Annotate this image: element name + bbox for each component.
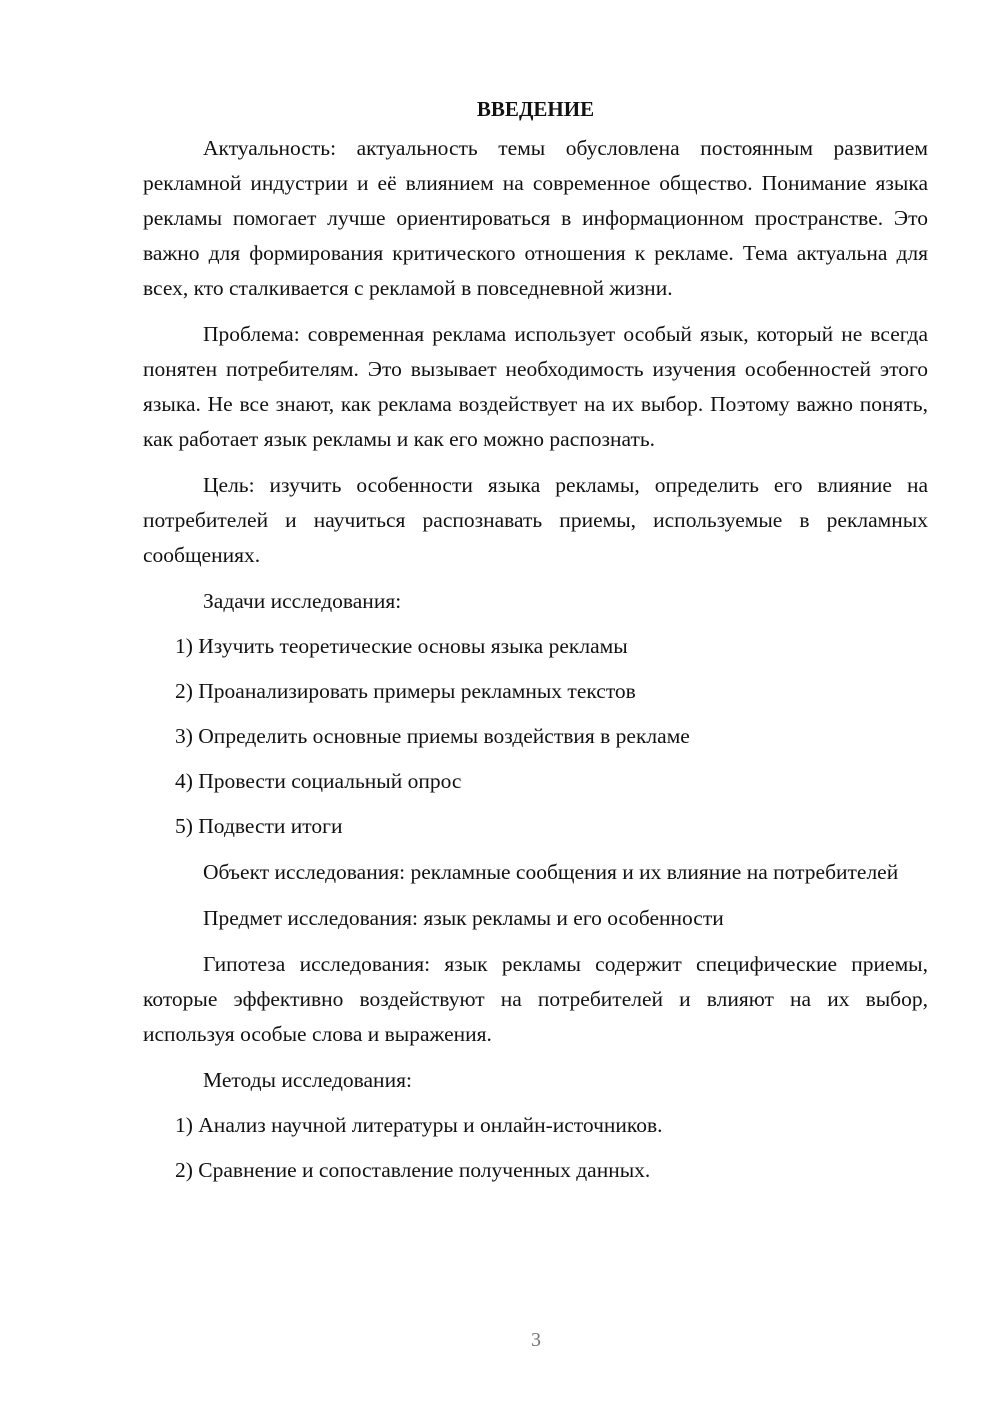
methods-heading: Методы исследования: bbox=[203, 1068, 412, 1092]
document-page bbox=[143, 92, 928, 1188]
list-item: 2) Проанализировать примеры рекламных текстов bbox=[175, 679, 636, 703]
goal-paragraph: Цель: изучить особенности языка рекламы, определить его влияние на потребителей и научиться распознавать приемы, используемые в рекламных сообщениях. bbox=[143, 473, 928, 567]
list-item: 1) Изучить теоретические основы языка рекламы bbox=[175, 634, 628, 658]
hypothesis-paragraph: Гипотеза исследования: язык рекламы содержит специфические приемы, которые эффективно воздействуют на потребителей и влияют на их выбор, используя особые слова и выражения. bbox=[143, 952, 928, 1046]
list-item: 1) Анализ научной литературы и онлайн-источников. bbox=[175, 1113, 663, 1137]
relevance-paragraph: Актуальность: актуальность темы обусловлена постоянным развитием рекламной индустрии и её влиянием на современное общество. Понимание языка рекламы помогает лучше ориентироваться в информационном пространстве. Это важно для формирования критического отношения к рекламе. Тема актуальна для всех, кто сталкивается с рекламой в повседневной жизни. bbox=[143, 136, 928, 300]
list-item: 5) Подвести итоги bbox=[175, 814, 343, 838]
subject-paragraph: Предмет исследования: язык рекламы и его особенности bbox=[203, 906, 724, 930]
list-item: 4) Провести социальный опрос bbox=[175, 769, 462, 793]
problem-paragraph: Проблема: современная реклама использует особый язык, который не всегда понятен потребителям. Это вызывает необходимость изучения особенностей этого языка. Не все знают, как реклама воздействует на их выбор. Поэтому важно понять, как работает язык рекламы и как его можно распознать. bbox=[143, 322, 928, 451]
methods-list bbox=[143, 1108, 928, 1188]
list-item: 2) Сравнение и сопоставление полученных данных. bbox=[175, 1158, 651, 1182]
page-title: ВВЕДЕНИЕ bbox=[476, 97, 595, 121]
list-item: 3) Определить основные приемы воздействия в рекламе bbox=[175, 724, 690, 748]
tasks-list bbox=[143, 629, 928, 844]
page-number: 3 bbox=[531, 1329, 541, 1351]
object-paragraph: Объект исследования: рекламные сообщения и их влияние на потребителей bbox=[203, 860, 899, 884]
tasks-heading: Задачи исследования: bbox=[203, 589, 402, 613]
